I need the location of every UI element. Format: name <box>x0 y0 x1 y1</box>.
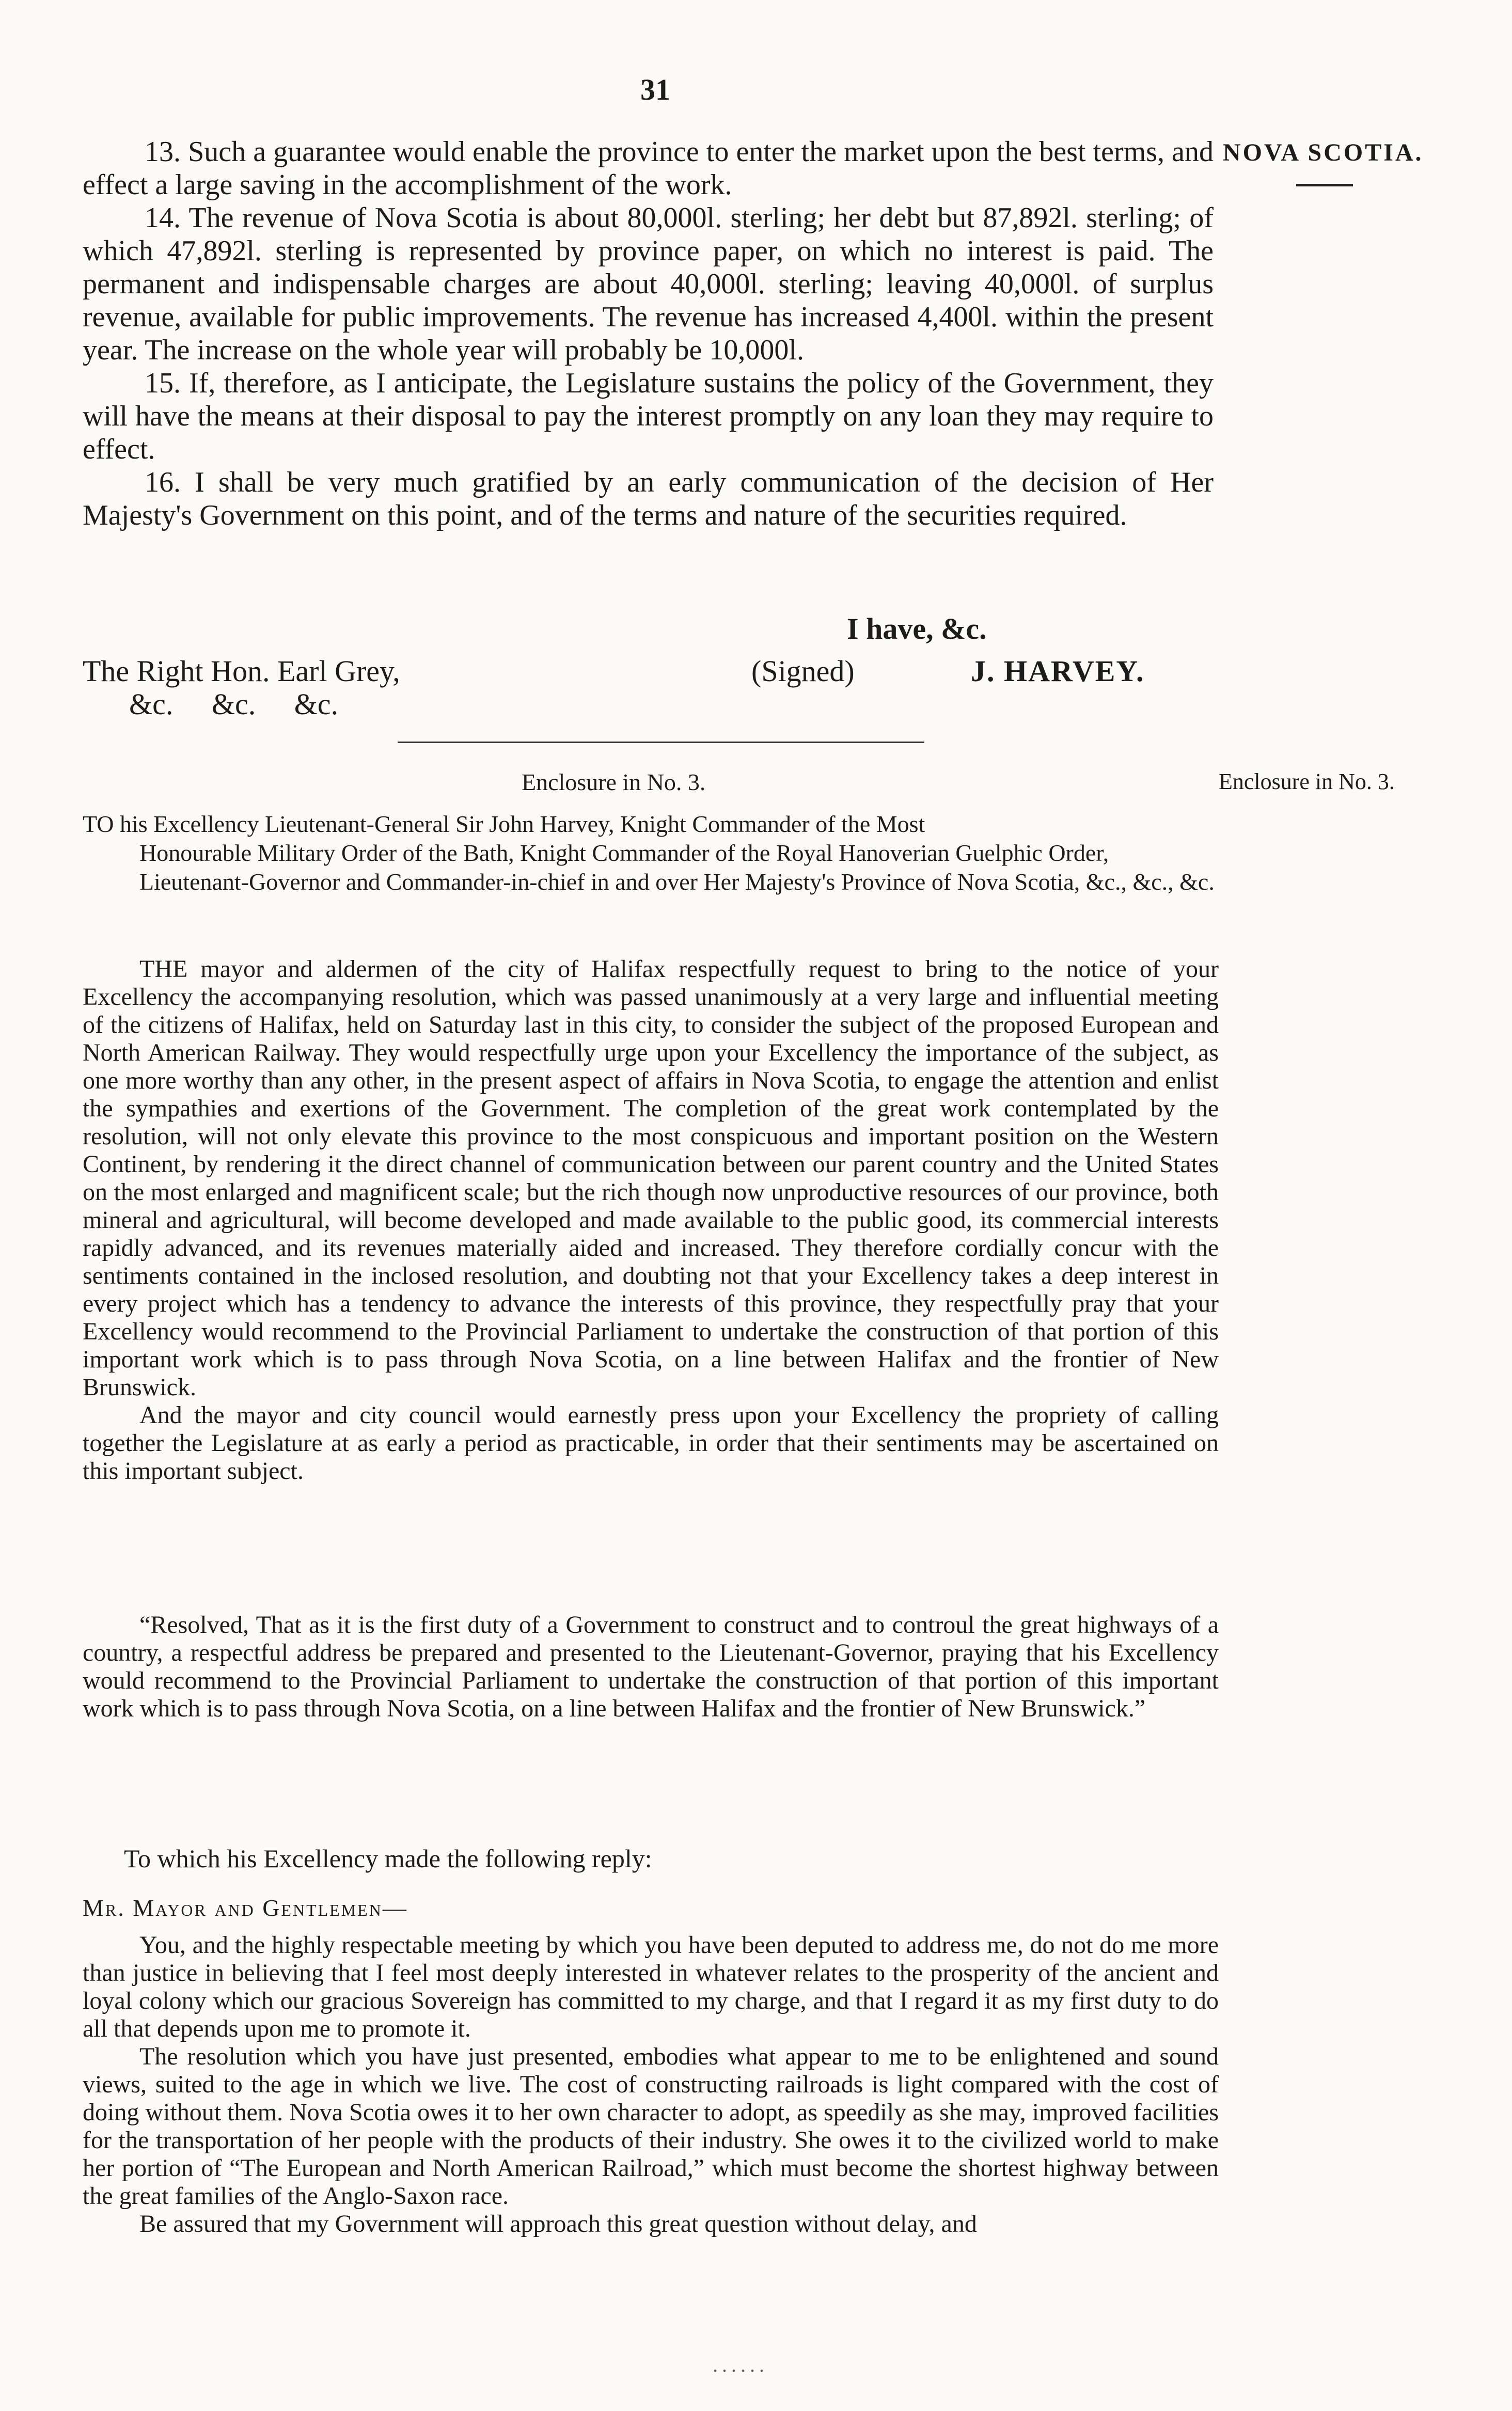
margin-dash <box>1296 184 1353 186</box>
section-divider <box>398 742 924 743</box>
reply-paragraph-3: Be assured that my Government will approach this great question without delay, and <box>139 2210 977 2237</box>
address-to-block <box>83 810 1219 896</box>
signature-signed: (Signed) <box>751 654 855 688</box>
footer-dots: ...... <box>713 2353 768 2376</box>
addressee: The Right Hon. Earl Grey, <box>83 654 400 688</box>
paragraph-13: 13. Such a guarantee would enable the province to enter the market upon the best terms, and effect a large saving in the accomplishment of the work. <box>83 136 1214 201</box>
letter-body <box>83 135 1214 532</box>
signature-closing: I have, &c. <box>847 612 987 645</box>
addressee-etc: &c. &c. &c. <box>129 687 339 721</box>
paragraph-14: 14. The revenue of Nova Scotia is about 80,000l. sterling; her debt but 87,892l. sterling; of which 47,892l. sterling is represented by province paper, on which no interest is paid. The permanent and indispensable charges are about 40,000l. sterling; leaving 40,000l. of surplus revenue, available for public improvements. The revenue has increased 4,400l. within the present year. The increase on the whole year will probably be 10,000l. <box>83 202 1214 366</box>
reply-intro: To which his Excellency made the following reply: <box>124 1844 652 1873</box>
margin-note-enclosure: Enclosure in No. 3. <box>1219 769 1395 794</box>
reply-paragraph-2: The resolution which you have just presented, embodies what appear to me to be enlightened and sound views, suited to the age in which we live. The cost of constructing railroads is light compared with the cost of doing without them. Nova Scotia owes it to her own character to adopt, as speedily as she may, improved facilities for the transportation of her people with the products of their industry. She owes it to the civilized world to make her portion of “The European and North American Railroad,” which must become the shortest highway between the great families of the Anglo-Saxon race. <box>83 2043 1219 2210</box>
reply-paragraph-1: You, and the highly respectable meeting by which you have been deputed to address me, do not do me more than justice in believing that I feel most deeply interested in whatever relates to the prosperity of the ancient and loyal colony which our gracious Sovereign has committed to my charge, and that I regard it as my first duty to do all that depends upon me to promote it. <box>83 1931 1219 2042</box>
paragraph-16: 16. I shall be very much gratified by an early communication of the decision of Her Majesty's Government on this point, and of the terms and nature of the securities required. <box>83 466 1214 531</box>
address-to-first-line: TO his Excellency Lieutenant-General Sir John Harvey, Knight Commander of the Most <box>83 811 925 837</box>
signature-name: J. HARVEY. <box>971 654 1145 688</box>
memorial-paragraph-2: And the mayor and city council would earnestly press upon your Excellency the propriety of calling together the Legislature at as early a period as practicable, in order that their sentiments may be ascertained on this important subject. <box>83 1401 1219 1485</box>
margin-note-nova-scotia: NOVA SCOTIA. <box>1223 139 1424 166</box>
resolution-block <box>83 1611 1219 1723</box>
reply-body <box>83 1931 1219 2238</box>
enclosure-heading: Enclosure in No. 3. <box>522 769 706 795</box>
memorial-paragraph-1: THE mayor and aldermen of the city of Halifax respectfully request to bring to the notice of your Excellency the accompanying resolution, which was passed unanimously at a very large and influential meeting of the citizens of Halifax, held on Saturday last in this city, to consider the subject of the proposed European and North American Railway. They would respectfully urge upon your Excellency the importance of the subject, as one more worthy than any other, in the present aspect of affairs in Nova Scotia, to engage the attention and enlist the sympathies and exertions of the Government. The completion of the great work contemplated by the resolution, will not only elevate this province to the most conspicuous and important position on the Western Continent, by rendering it the direct channel of communication between our parent country and the United States on the most enlarged and magnificent scale; but the rich though now unproductive resources of our province, both mineral and agricultural, will become developed and made available to the public good, its commercial interests rapidly advanced, and its revenues materially aided and increased. They therefore cordially concur with the sentiments contained in the inclosed resolution, and doubting not that your Excellency takes a deep interest in every project which has a tendency to advance the interests of this province, they respectfully pray that your Excellency would recommend to the Provincial Parliament to undertake the construction of that portion of this important work which is to pass through Nova Scotia, on a line between Halifax and the frontier of New Brunswick. <box>83 955 1219 1401</box>
paragraph-15: 15. If, therefore, as I anticipate, the Legislature sustains the policy of the Government, they will have the means at their disposal to pay the interest promptly on any loan they may require to effect. <box>83 367 1214 465</box>
memorial-body <box>83 955 1219 1485</box>
page-number: 31 <box>640 73 670 106</box>
address-to-rest: Honourable Military Order of the Bath, Knight Commander of the Royal Hanoverian Guelphic Order, Lieutenant-Governor and Commander-in-chief in and over Her Majesty's Province of Nova Scotia, &c., &c., &c. <box>139 840 1215 895</box>
resolution-text: “Resolved, That as it is the first duty of a Government to construct and to controul the great highways of a country, a respectful address be prepared and presented to the Lieutenant-Governor, praying that his Excellency would recommend to the Provincial Parliament to undertake the construction of that portion of this important work which is to pass through Nova Scotia, on a line between Halifax and the frontier of New Brunswick.” <box>83 1611 1219 1722</box>
salutation: Mr. Mayor and Gentlemen— <box>83 1895 408 1921</box>
